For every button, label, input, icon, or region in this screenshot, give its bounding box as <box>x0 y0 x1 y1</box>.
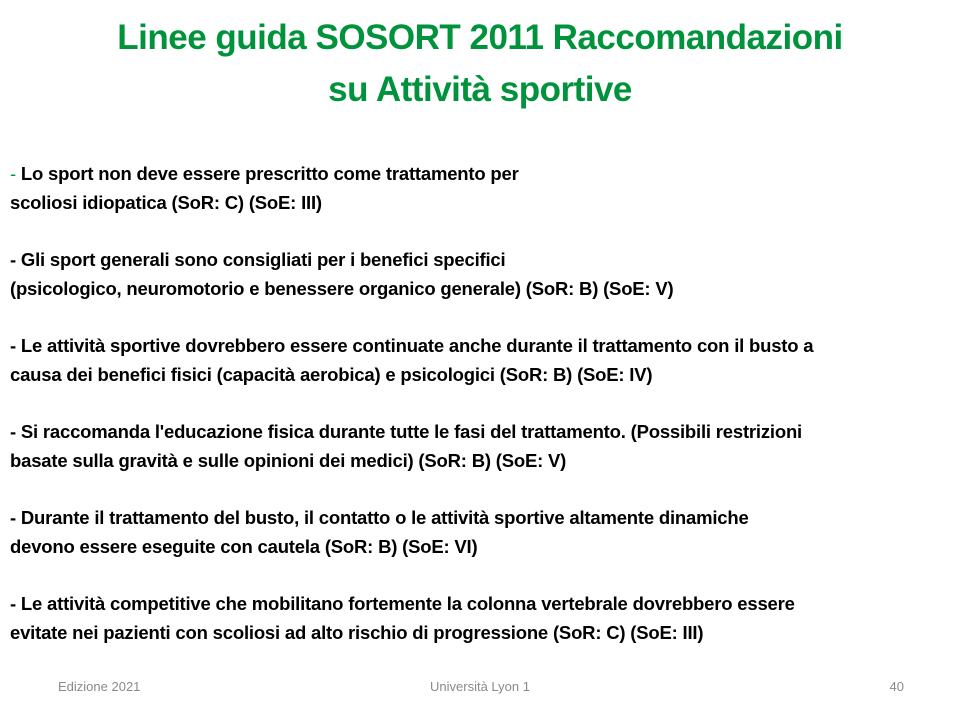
recommendation-item <box>10 160 955 217</box>
recommendation-item <box>10 332 955 389</box>
page-number: 40 <box>889 679 904 694</box>
recommendation-line: evitate nei pazienti con scoliosi ad alto rischio di progressione (SoR: C) (SoE: III) <box>10 621 704 643</box>
recommendation-item <box>10 246 955 303</box>
recommendation-line: - Durante il trattamento del busto, il contatto o le attività sportive altamente dinamiche <box>10 507 749 528</box>
recommendation-line: - Le attività sportive dovrebbero essere continuate anche durante il trattamento con il busto a <box>10 335 814 356</box>
recommendation-line: - Gli sport generali sono consigliati per i benefici specifici <box>10 249 506 270</box>
recommendation-line: basate sulla gravità e sulle opinioni dei medici) (SoR: B) (SoE: V) <box>10 449 567 471</box>
recommendation-line: (psicologico, neuromotorio e benessere organico generale) (SoR: B) (SoE: V) <box>10 277 674 299</box>
recommendation-item <box>10 418 955 475</box>
recommendation-line: causa dei benefici fisici (capacità aerobica) e psicologici (SoR: B) (SoE: IV) <box>10 363 653 385</box>
recommendation-line <box>10 160 955 189</box>
recommendation-line: - Si raccomanda l'educazione fisica durante tutte le fasi del trattamento. (Possibili restrizioni <box>10 421 802 442</box>
slide-title-line-1: Linee guida SOSORT 2011 Raccomandazioni <box>117 18 843 57</box>
recommendation-item <box>10 590 955 647</box>
recommendation-line: devono essere eseguite con cautela (SoR: B) (SoE: VI) <box>10 535 478 557</box>
recommendation-line: scoliosi idiopatica (SoR: C) (SoE: III) <box>10 191 322 213</box>
recommendation-line: - Le attività competitive che mobilitano fortemente la colonna vertebrale dovrebbero essere <box>10 593 795 614</box>
recommendations-list <box>10 160 955 676</box>
footer-institution: Università Lyon 1 <box>430 679 530 694</box>
footer-edition: Edizione 2021 <box>58 679 141 694</box>
recommendation-text: Lo sport non deve essere prescritto come trattamento per <box>15 163 519 184</box>
slide-title-line-2: su Attività sportive <box>328 70 632 109</box>
bullet-dash: - <box>10 163 16 184</box>
recommendation-item <box>10 504 955 561</box>
slide-title <box>0 12 960 116</box>
